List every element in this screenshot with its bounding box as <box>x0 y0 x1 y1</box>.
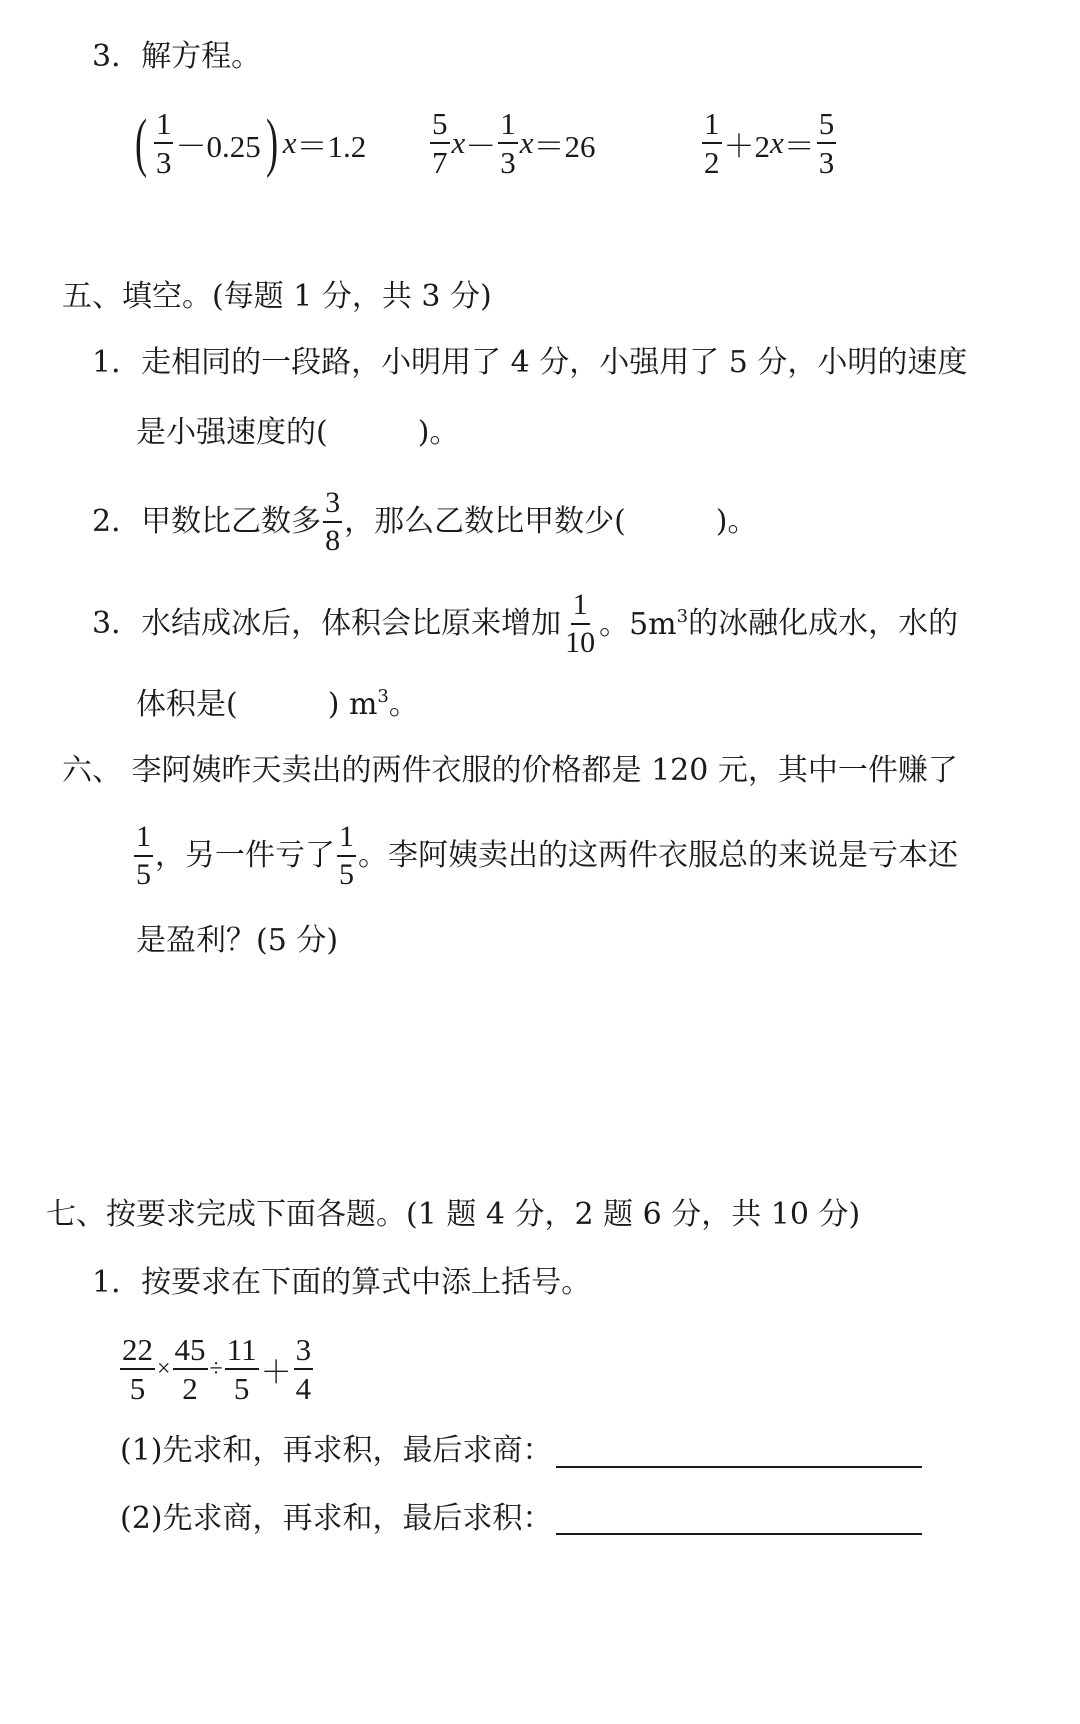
fraction-11-5: $\frac{11}{5}$ <box>226 1332 257 1406</box>
section-5-q1-line2: 是小强速度的( )。 <box>136 415 460 450</box>
fraction-one-half: $\frac{1}{2}$ <box>704 106 720 180</box>
section-7-title: 七、按要求完成下面各题。(1 题 4 分，2 题 6 分，共 10 分) <box>46 1197 861 1232</box>
fraction-45-2: $\frac{45}{2}$ <box>174 1332 206 1406</box>
q2-prefix: 2．甲数比乙数多 <box>92 504 322 539</box>
eq1-rhs: ＝1.2 <box>296 128 367 164</box>
section-7-q1: 1．按要求在下面的算式中添上括号。 <box>92 1265 592 1300</box>
section-5-q3-line2: 体积是( ) $m^3$。 <box>136 686 419 722</box>
fraction-one-fifth-gain: $\frac{1}{5}$ <box>136 820 151 891</box>
fraction-one-fifth-loss: $\frac{1}{5}$ <box>339 820 354 891</box>
eq3-plus-term: ＋2 <box>723 128 770 164</box>
fraction-five-thirds: $\frac{5}{3}$ <box>818 106 835 180</box>
section-7-expression <box>118 1334 315 1404</box>
section-7-sub1: (1)先求和，再求积，最后求商： <box>120 1433 553 1468</box>
fraction-three-eighths: $\frac{3}{8}$ <box>325 486 341 557</box>
answer-blank-1[interactable] <box>556 1466 922 1468</box>
section-6-line2-suffix: 。李阿姨卖出的这两件衣服总的来说是亏本还 <box>358 838 958 873</box>
q2-suffix: ，那么乙数比甲数少( )。 <box>344 504 758 539</box>
equation-3 <box>700 108 838 178</box>
fraction-22-5: $\frac{22}{5}$ <box>122 1332 153 1406</box>
solve-equations-heading: 3．解方程。 <box>92 39 262 74</box>
eq1-variable: x <box>282 125 297 160</box>
plus-sign: ＋ <box>260 1354 292 1390</box>
section-5-q2 <box>92 488 758 556</box>
section-6-line2 <box>132 822 958 890</box>
section-6-mid: ，另一件亏了 <box>155 838 335 873</box>
left-paren: ( <box>134 106 148 179</box>
fraction-one-third: $\frac{1}{3}$ <box>500 106 516 180</box>
divide-sign: ÷ <box>209 1355 223 1382</box>
section-5-q1-line1: 1．走相同的一段路，小明用了 4 分，小强用了 5 分，小明的速度 <box>92 345 968 380</box>
fraction-one-tenth: $\frac{1}{10}$ <box>565 588 596 659</box>
eq2-minus: － <box>465 128 497 164</box>
eq2-variable-2: x <box>519 125 534 160</box>
section-7-sub2: (2)先求商，再求和，最后求积： <box>120 1501 553 1536</box>
eq2-variable-1: x <box>451 125 466 160</box>
eq3-variable: x <box>770 125 784 160</box>
eq1-minus-term: －0.25 <box>175 128 261 164</box>
fraction-one-third: $\frac{1}{3}$ <box>155 106 172 180</box>
section-5-title: 五、填空。(每题 1 分，共 3 分) <box>62 279 492 314</box>
q3-suffix: 的冰融化成水，水的 <box>688 606 959 641</box>
equation-2 <box>428 108 596 178</box>
fraction-five-sevenths: $\frac{5}{7}$ <box>432 106 448 180</box>
times-sign: × <box>157 1355 171 1382</box>
eq3-equals: ＝ <box>783 128 815 164</box>
equation-1 <box>130 108 366 178</box>
answer-blank-2[interactable] <box>556 1533 922 1535</box>
eq2-rhs: ＝26 <box>533 128 596 164</box>
section-6-line3: 是盈利？(5 分) <box>136 923 339 958</box>
q3-mid: 。$5m^3$ <box>599 606 689 642</box>
right-paren: ) <box>265 106 278 179</box>
q3-prefix: 3．水结成冰后，体积会比原来增加 <box>92 606 562 641</box>
fraction-3-4: $\frac{3}{4}$ <box>295 1332 312 1406</box>
section-5-q3-line1 <box>92 590 958 658</box>
section-6-line1: 六、 李阿姨昨天卖出的两件衣服的价格都是 120 元，其中一件赚了 <box>62 753 958 788</box>
